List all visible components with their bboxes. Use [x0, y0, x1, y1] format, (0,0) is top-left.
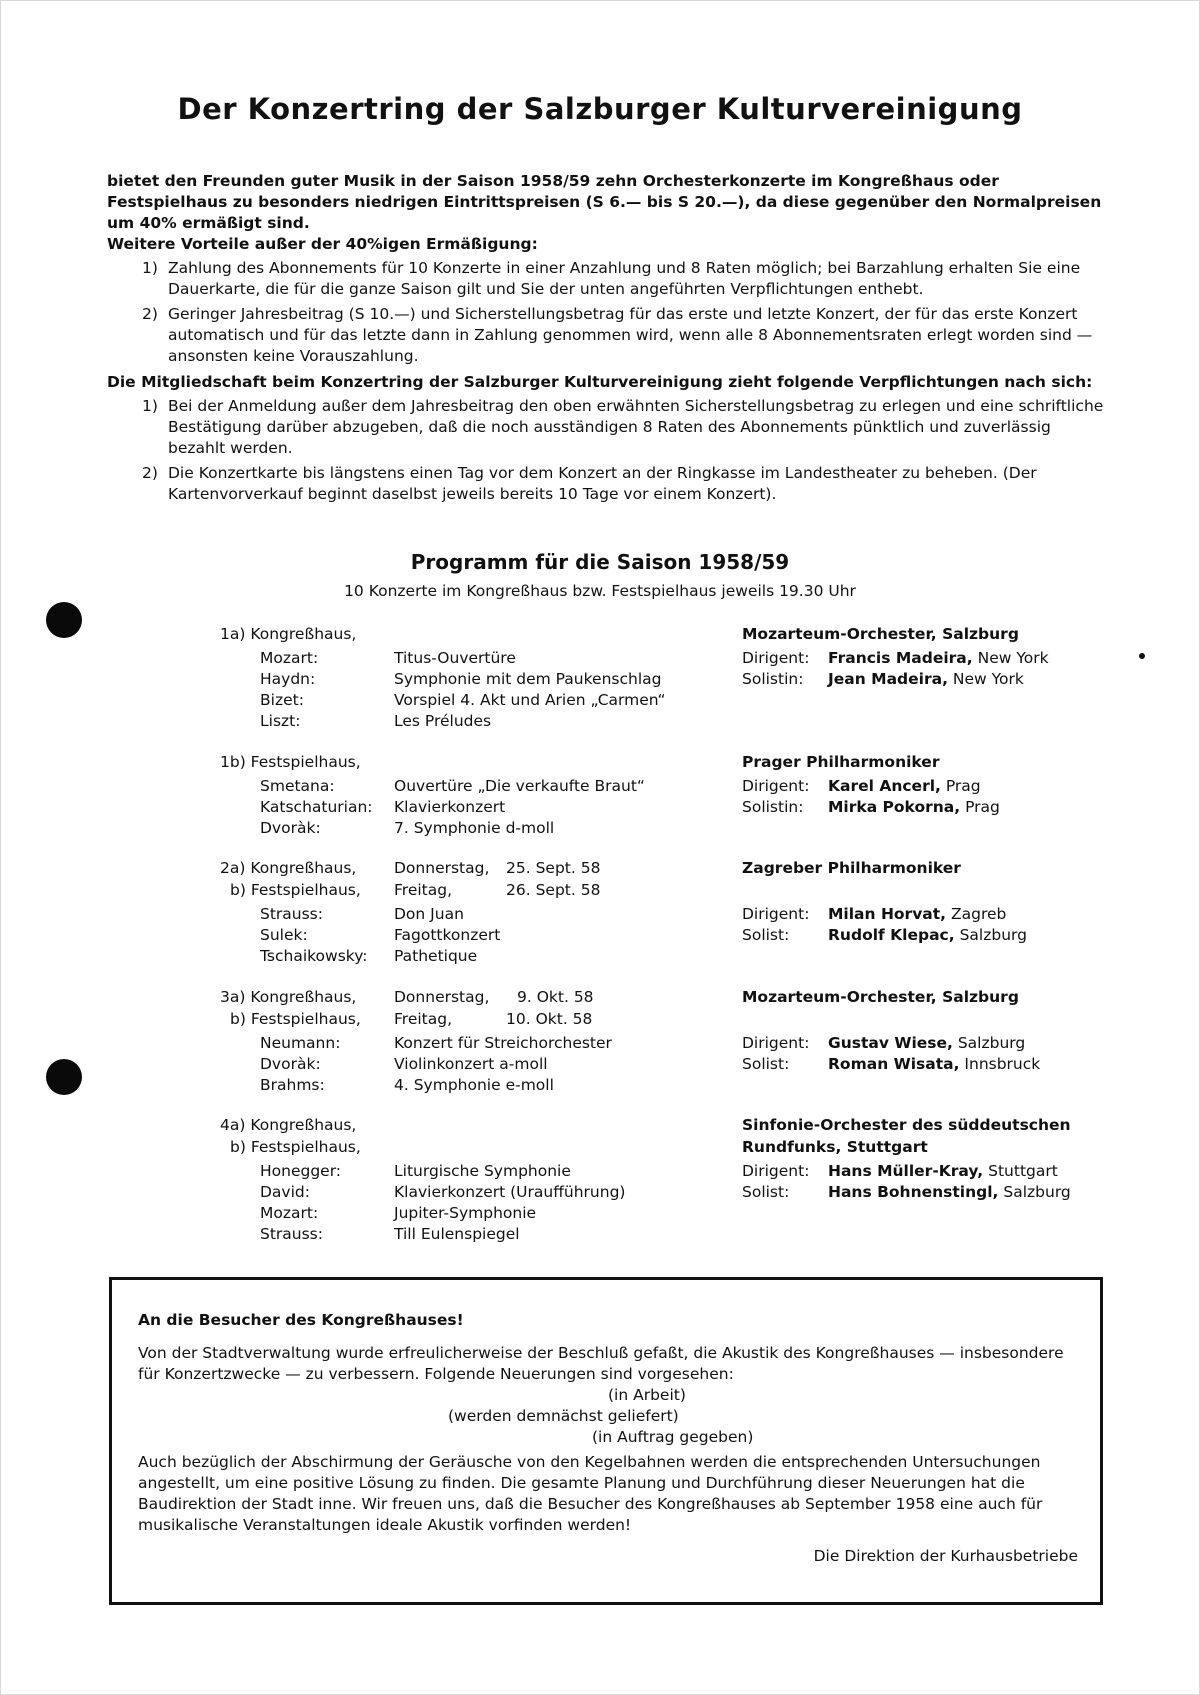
- work-title: Vorspiel 4. Akt und Arien „Carmen“: [394, 691, 666, 709]
- composer: Strauss:: [260, 905, 323, 923]
- notice-box: [109, 1277, 1103, 1605]
- composer: Dvoràk:: [260, 1055, 321, 1073]
- work-title: Klavierkonzert: [394, 798, 506, 816]
- status-text: (in Auftrag gegeben): [592, 1428, 754, 1446]
- role-label: Dirigent:: [742, 777, 810, 795]
- composer: Smetana:: [260, 777, 335, 795]
- role-label: Solistin:: [742, 798, 804, 816]
- performer: Jean Madeira, New York: [828, 670, 1024, 688]
- work-title: Symphonie mit dem Paukenschlag: [394, 670, 662, 688]
- orchestra-name: Sinfonie-Orchester des süddeutschen: [742, 1116, 1071, 1134]
- list-item: [107, 463, 1110, 505]
- item-text: Geringer Jahresbeitrag (S 10.—) und Sicherstellungsbetrag für das erste und letzte Konzert, der für das erste Konzert automatisch und für das letzte dann in Zahlung genommen wird, wenn alle 8 Abonnementsraten erlegt worden sind — ansonsten keine Vorauszahlung.: [168, 305, 1093, 365]
- venue-label: 4a) Kongreßhaus,: [220, 1116, 357, 1134]
- notice-heading: An die Besucher des Kongreßhauses!: [138, 1311, 464, 1329]
- notice-status-line: [138, 1385, 1078, 1406]
- concert-day: Freitag,: [394, 881, 453, 899]
- composer: Haydn:: [260, 670, 316, 688]
- item-number: 1): [142, 259, 158, 277]
- item-number: 2): [142, 305, 158, 323]
- role-label: Dirigent:: [742, 1034, 810, 1052]
- composer: Sulek:: [260, 926, 308, 944]
- work-title: Fagottkonzert: [394, 926, 501, 944]
- orchestra-name: Rundfunks, Stuttgart: [742, 1138, 928, 1156]
- role-label: Dirigent:: [742, 905, 810, 923]
- composer: Brahms:: [260, 1076, 325, 1094]
- role-label: Solistin:: [742, 670, 804, 688]
- concert-date: 25. Sept. 58: [506, 859, 601, 877]
- orchestra-name: Prager Philharmoniker: [742, 753, 940, 771]
- venue-label: 1b) Festspielhaus,: [220, 753, 361, 771]
- work-title: Violinkonzert a-moll: [394, 1055, 548, 1073]
- composer: Tschaikowsky:: [260, 947, 368, 965]
- composer: Bizet:: [260, 691, 304, 709]
- performer: Milan Horvat, Zagreb: [828, 905, 1007, 923]
- page-title: Der Konzertring der Salzburger Kulturvereinigung: [177, 92, 1023, 126]
- venue-label: b) Festspielhaus,: [230, 1010, 361, 1028]
- work-title: Till Eulenspiegel: [394, 1225, 520, 1243]
- work-title: Klavierkonzert (Uraufführung): [394, 1183, 626, 1201]
- composer: Dvoràk:: [260, 819, 321, 837]
- punch-hole: [46, 602, 82, 638]
- performer: Rudolf Klepac, Salzburg: [828, 926, 1027, 944]
- notice-status-line: [138, 1427, 1078, 1448]
- performer: Mirka Pokorna, Prag: [828, 798, 1000, 816]
- item-text: Zahlung des Abonnements für 10 Konzerte in einer Anzahlung und 8 Raten möglich; bei Barzahlung erhalten Sie eine Dauerkarte, die für die ganze Saison gilt und Sie der unten angeführten Verpflichtungen enthebt.: [168, 259, 1081, 298]
- punch-hole: [46, 1059, 82, 1095]
- role-label: Dirigent:: [742, 1162, 810, 1180]
- orchestra-name: Mozarteum-Orchester, Salzburg: [742, 988, 1019, 1006]
- item-number: 1): [142, 397, 158, 415]
- status-text: (werden demnächst geliefert): [448, 1407, 679, 1425]
- intro-text: bietet den Freunden guter Musik in der Saison 1958/59 zehn Orchesterkonzerte im Kongreßhaus oder Festspielhaus zu besonders niedrigen Eintrittspreisen (S 6.— bis S 20.—), da diese gegenüber den Normalpreisen um 40% ermäßigt sind.: [107, 172, 1102, 232]
- paper-speck: [1139, 653, 1145, 659]
- concert-day: Donnerstag,: [394, 988, 490, 1006]
- notice-paragraph: Auch bezüglich der Abschirmung der Geräusche von den Kegelbahnen werden die entsprechenden Untersuchungen angestellt, um eine positive Lösung zu finden. Die gesamte Planung und Durchführung dieser Neuerungen hat die Baudirektion der Stadt inne. Wir freuen uns, daß die Besucher des Kongreßhauses ab September 1958 eine auch für musikalische Veranstaltungen ideale Akustik vorfinden werden!: [138, 1453, 1043, 1534]
- obligations-list: [107, 396, 1110, 505]
- work-title: Titus-Ouvertüre: [394, 649, 516, 667]
- venue-label: b) Festspielhaus,: [230, 881, 361, 899]
- list-item: [107, 258, 1110, 300]
- work-title: Liturgische Symphonie: [394, 1162, 571, 1180]
- performer: Hans Müller-Kray, Stuttgart: [828, 1162, 1058, 1180]
- list-item: [107, 304, 1110, 367]
- program-subtitle: 10 Konzerte im Kongreßhaus bzw. Festspielhaus jeweils 19.30 Uhr: [344, 582, 856, 600]
- concert-date: 26. Sept. 58: [506, 881, 601, 899]
- work-title: Don Juan: [394, 905, 464, 923]
- composer: Mozart:: [260, 1204, 319, 1222]
- performer: Gustav Wiese, Salzburg: [828, 1034, 1026, 1052]
- notice-signature: Die Direktion der Kurhausbetriebe: [813, 1547, 1078, 1565]
- work-title: Les Préludes: [394, 712, 492, 730]
- composer: Liszt:: [260, 712, 301, 730]
- work-title: Konzert für Streichorchester: [394, 1034, 612, 1052]
- notice-paragraph: Von der Stadtverwaltung wurde erfreulicherweise der Beschluß gefaßt, die Akustik des Kongreßhauses — insbesondere für Konzertzwecke — zu verbessern. Folgende Neuerungen sind vorgesehen:: [138, 1344, 1064, 1383]
- performer: Hans Bohnenstingl, Salzburg: [828, 1183, 1071, 1201]
- performer: Roman Wisata, Innsbruck: [828, 1055, 1041, 1073]
- notice-status-line: [138, 1406, 1078, 1427]
- venue-label: 3a) Kongreßhaus,: [220, 988, 357, 1006]
- item-text: Bei der Anmeldung außer dem Jahresbeitrag den oben erwähnten Sicherstellungsbetrag zu erlegen und eine schriftliche Bestätigung darüber abzugeben, daß die noch ausständigen 8 Raten des Abonnements pünktlich und zuverlässig bezahlt werden.: [168, 397, 1104, 457]
- role-label: Solist:: [742, 926, 790, 944]
- orchestra-name: Zagreber Philharmoniker: [742, 859, 961, 877]
- work-title: 7. Symphonie d-moll: [394, 819, 555, 837]
- item-text: Die Konzertkarte bis längstens einen Tag vor dem Konzert an der Ringkasse im Landestheater zu beheben. (Der Kartenvorverkauf beginnt daselbst jeweils bereits 10 Tage vor einem Konzert).: [168, 464, 1037, 503]
- concert-day: Freitag,: [394, 1010, 453, 1028]
- advantages-heading: Weitere Vorteile außer der 40%igen Ermäßigung:: [107, 235, 538, 253]
- orchestra-name: Mozarteum-Orchester, Salzburg: [742, 625, 1019, 643]
- venue-label: 2a) Kongreßhaus,: [220, 859, 357, 877]
- concert-date: 10. Okt. 58: [506, 1010, 593, 1028]
- intro-section: [107, 171, 1110, 510]
- composer: Strauss:: [260, 1225, 323, 1243]
- status-text: (in Arbeit): [608, 1386, 686, 1404]
- advantages-list: [107, 258, 1110, 367]
- role-label: Solist:: [742, 1055, 790, 1073]
- composer: Katschaturian:: [260, 798, 373, 816]
- list-item: [107, 396, 1110, 459]
- composer: Neumann:: [260, 1034, 341, 1052]
- composer: Mozart:: [260, 649, 319, 667]
- concert-day: Donnerstag,: [394, 859, 490, 877]
- venue-label: 1a) Kongreßhaus,: [220, 625, 357, 643]
- item-number: 2): [142, 464, 158, 482]
- performer: Francis Madeira, New York: [828, 649, 1049, 667]
- work-title: 4. Symphonie e-moll: [394, 1076, 554, 1094]
- concert-date: 9. Okt. 58: [517, 988, 594, 1006]
- role-label: Solist:: [742, 1183, 790, 1201]
- composer: Honegger:: [260, 1162, 342, 1180]
- obligations-heading: Die Mitgliedschaft beim Konzertring der Salzburger Kulturvereinigung zieht folgende Verpflichtungen nach sich:: [107, 373, 1093, 391]
- role-label: Dirigent:: [742, 649, 810, 667]
- work-title: Pathetique: [394, 947, 478, 965]
- work-title: Ouvertüre „Die verkaufte Braut“: [394, 777, 645, 795]
- venue-label: b) Festspielhaus,: [230, 1138, 361, 1156]
- performer: Karel Ancerl, Prag: [828, 777, 981, 795]
- program-title: Programm für die Saison 1958/59: [410, 550, 790, 574]
- work-title: Jupiter-Symphonie: [394, 1204, 537, 1222]
- composer: David:: [260, 1183, 310, 1201]
